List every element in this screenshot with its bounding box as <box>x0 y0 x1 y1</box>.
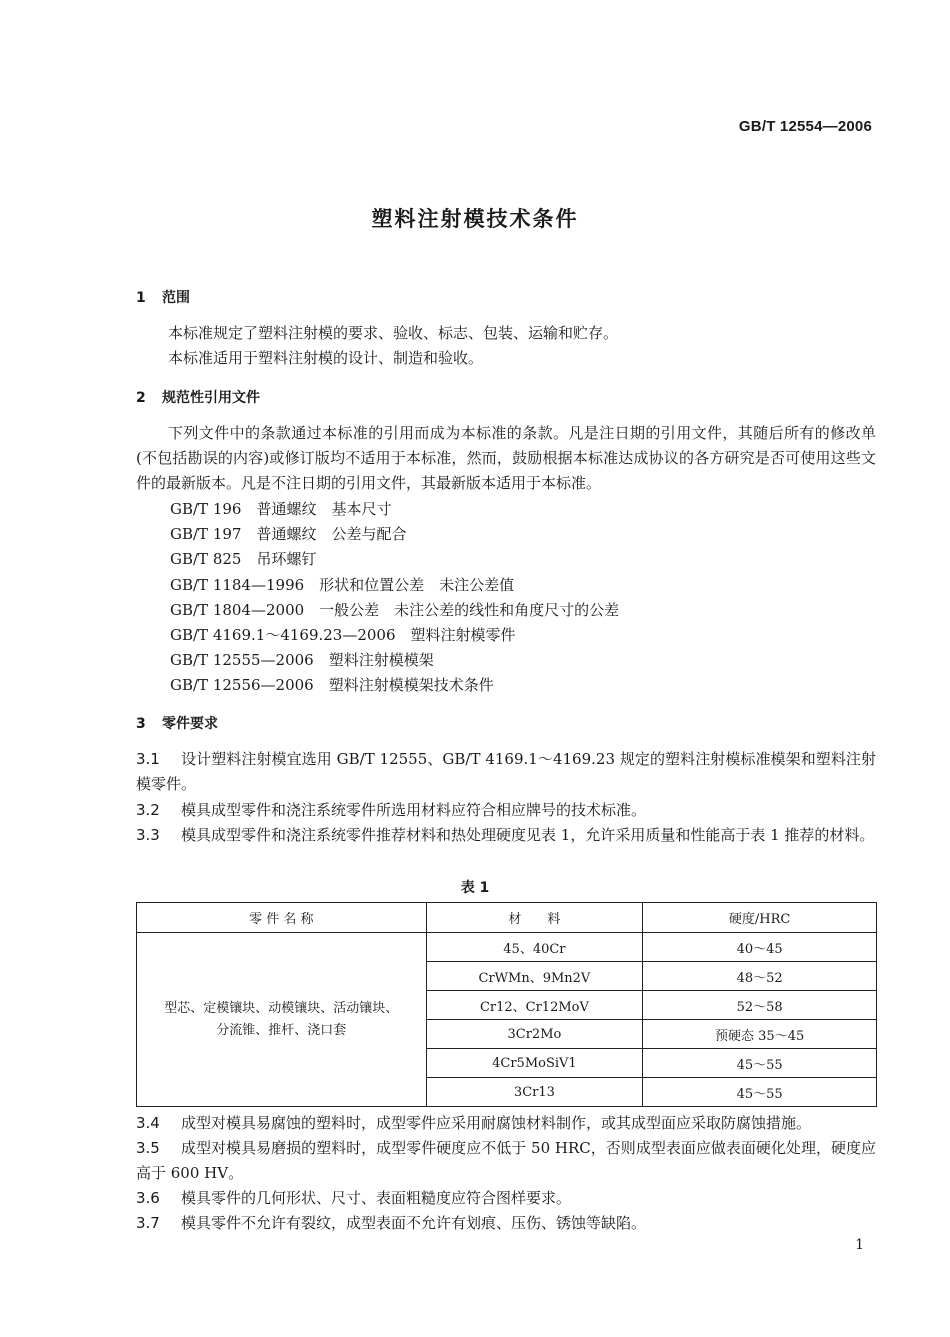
page-number: 1 <box>855 1237 864 1253</box>
clause-3-6 <box>136 1186 876 1211</box>
clause-text: 成型对模具易腐蚀的塑料时，成型零件应采用耐腐蚀材料制作，或其成型面应采取防腐蚀措施。 <box>181 1114 812 1132</box>
reference-item: GB/T 196 普通螺纹 基本尺寸 <box>170 500 392 518</box>
reference-item: GB/T 197 普通螺纹 公差与配合 <box>170 525 407 543</box>
hardness-cell: 45～55 <box>643 1078 877 1107</box>
section-3-heading <box>136 713 218 733</box>
section-title: 范围 <box>162 290 190 306</box>
clause-text: 设计塑料注射模宜选用 GB/T 12555、GB/T 4169.1～4169.23 规定的塑料注射模标准模架和塑料注射模零件。 <box>136 750 876 793</box>
material-cell: 45、40Cr <box>426 933 643 962</box>
reference-item: GB/T 1184—1996 形状和位置公差 未注公差值 <box>170 576 515 594</box>
clause-3-1 <box>136 747 876 797</box>
section-number: 2 <box>136 390 146 406</box>
table-row <box>137 933 877 962</box>
clause-text: 模具零件的几何形状、尺寸、表面粗糙度应符合图样要求。 <box>181 1189 572 1207</box>
clause-number: 3.5 <box>136 1139 160 1157</box>
header-hardness: 硬度/HRC <box>643 903 877 933</box>
clause-number: 3.3 <box>136 826 160 844</box>
reference-item: GB/T 1804—2000 一般公差 未注公差的线性和角度尺寸的公差 <box>170 601 620 619</box>
hardness-cell: 40～45 <box>643 933 877 962</box>
part-name-line: 型芯、定模镶块、动模镶块、活动镶块、 <box>164 1000 399 1016</box>
material-cell: CrWMn、9Mn2V <box>426 962 643 991</box>
section-1-para-2: 本标准适用于塑料注射模的设计、制造和验收。 <box>168 349 484 367</box>
hardness-cell: 45～55 <box>643 1049 877 1078</box>
clause-number: 3.7 <box>136 1214 160 1232</box>
document-title: 塑料注射模技术条件 <box>371 207 579 231</box>
table-header-row <box>137 903 877 933</box>
clause-number: 3.2 <box>136 801 160 819</box>
clause-3-5 <box>136 1136 876 1186</box>
hardness-cell: 48～52 <box>643 962 877 991</box>
standard-code: GB/T 12554—2006 <box>738 118 872 135</box>
table-caption: 表 1 <box>460 880 490 896</box>
clause-3-7 <box>136 1211 876 1236</box>
clause-number: 3.6 <box>136 1189 160 1207</box>
section-title: 零件要求 <box>162 716 218 732</box>
clause-number: 3.4 <box>136 1114 160 1132</box>
clause-text: 模具零件不允许有裂纹，成型表面不允许有划痕、压伤、锈蚀等缺陷。 <box>181 1214 647 1232</box>
clause-text: 模具成型零件和浇注系统零件推荐材料和热处理硬度见表 1，允许采用质量和性能高于表 1 推荐的材料。 <box>181 826 875 844</box>
material-cell: 3Cr13 <box>426 1078 643 1107</box>
section-2-intro: 下列文件中的条款通过本标准的引用而成为本标准的条款。凡是注日期的引用文件，其随后所有的修改单(不包括勘误的内容)或修订版均不适用于本标准，然而，鼓励根据本标准达成协议的各方研究是否可使用这些文件的最新版本。凡是不注日期的引用文件，其最新版本适用于本标准。 <box>136 424 876 492</box>
part-name-cell <box>137 933 427 1107</box>
section-title: 规范性引用文件 <box>162 390 260 406</box>
reference-item: GB/T 12555—2006 塑料注射模模架 <box>170 651 434 669</box>
part-name-line: 分流锥、推杆、浇口套 <box>216 1022 347 1038</box>
hardness-cell: 52～58 <box>643 991 877 1020</box>
clause-3-2 <box>136 798 876 823</box>
section-number: 1 <box>136 290 146 306</box>
reference-item: GB/T 825 吊环螺钉 <box>170 550 317 568</box>
reference-item: GB/T 4169.1～4169.23—2006 塑料注射模零件 <box>170 626 516 644</box>
clause-number: 3.1 <box>136 750 160 768</box>
section-1-para-1: 本标准规定了塑料注射模的要求、验收、标志、包装、运输和贮存。 <box>168 324 619 342</box>
section-1-heading <box>136 287 190 307</box>
header-material: 材 料 <box>426 903 643 933</box>
section-number: 3 <box>136 716 146 732</box>
clause-3-3 <box>136 823 876 848</box>
hardness-cell: 预硬态 35～45 <box>643 1020 877 1049</box>
header-part-name: 零 件 名 称 <box>137 903 427 933</box>
clause-3-4 <box>136 1111 876 1136</box>
hardness-table <box>136 902 877 1107</box>
reference-item: GB/T 12556—2006 塑料注射模模架技术条件 <box>170 676 494 694</box>
material-cell: Cr12、Cr12MoV <box>426 991 643 1020</box>
clause-text: 成型对模具易磨损的塑料时，成型零件硬度应不低于 50 HRC，否则成型表面应做表面硬化处理，硬度应高于 600 HV。 <box>136 1139 876 1182</box>
clause-text: 模具成型零件和浇注系统零件所选用材料应符合相应牌号的技术标准。 <box>181 801 647 819</box>
material-cell: 4Cr5MoSiV1 <box>426 1049 643 1078</box>
material-cell: 3Cr2Mo <box>426 1020 643 1049</box>
section-2-heading <box>136 387 260 407</box>
